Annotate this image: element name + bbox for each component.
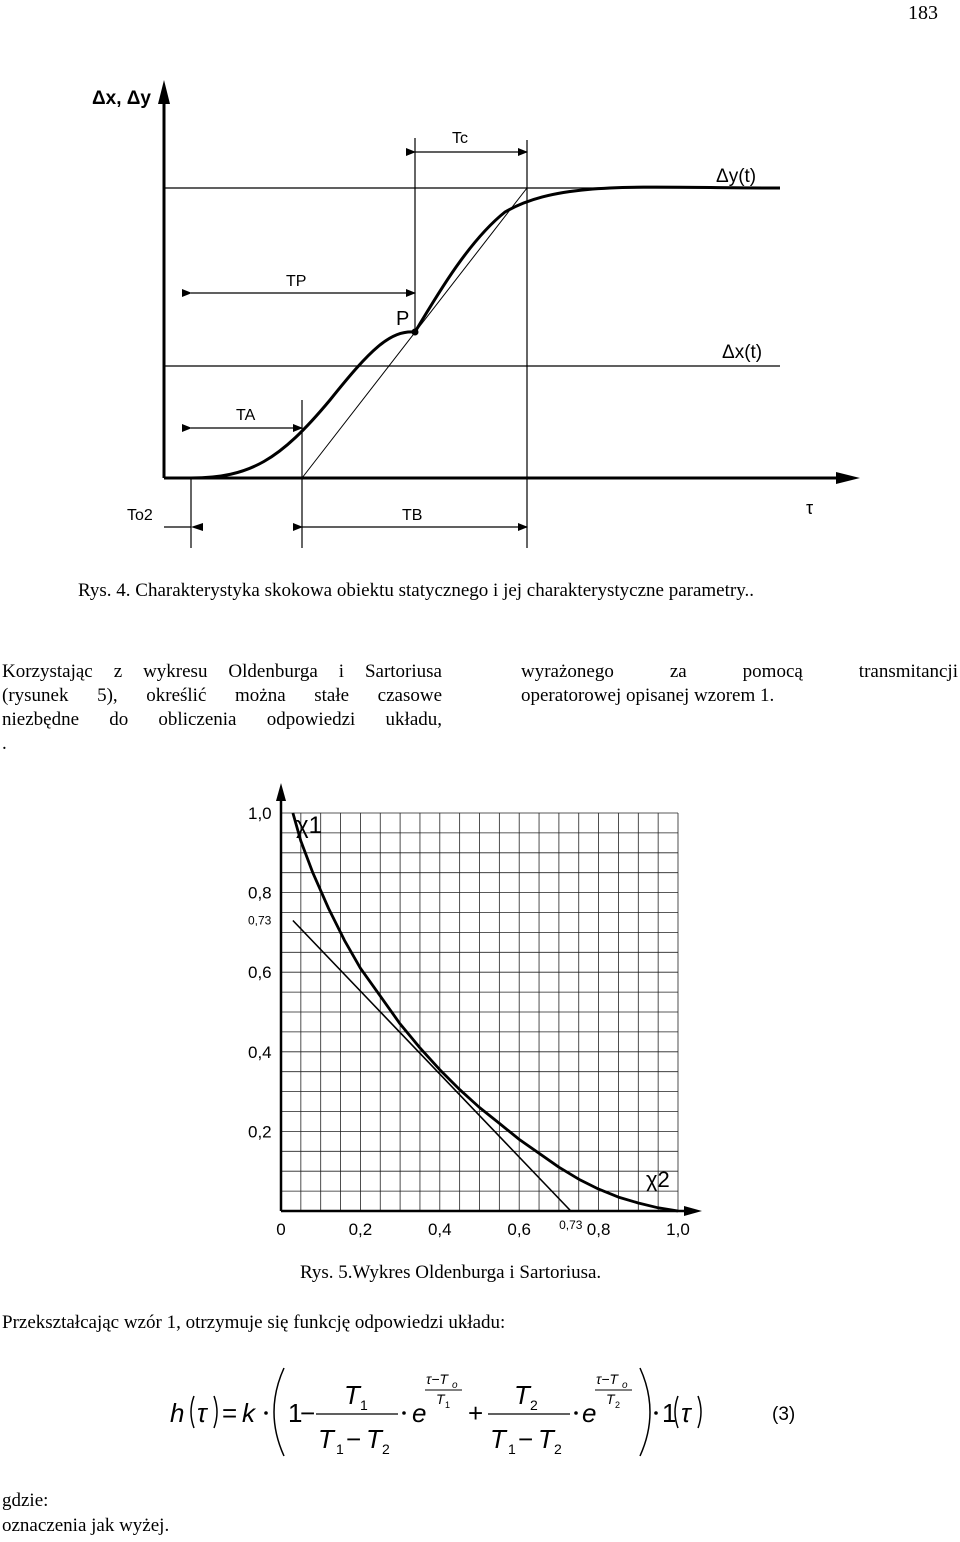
y-axis-label: Δx, Δy bbox=[92, 88, 152, 109]
eq-e1: e bbox=[412, 1398, 427, 1428]
x-tick-label: 0,2 bbox=[348, 1220, 373, 1239]
eq-exp1-den-sub: 1 bbox=[445, 1400, 451, 1410]
eq-exp2-num: τ−T bbox=[596, 1371, 618, 1387]
page-number: 183 bbox=[908, 2, 938, 24]
step-response-curve bbox=[191, 187, 780, 478]
eq-exp2-den-sub: 2 bbox=[615, 1400, 621, 1410]
right-paragraph bbox=[521, 660, 958, 708]
x-axis-arrow bbox=[836, 472, 860, 484]
dim-to2-arrow bbox=[191, 523, 203, 531]
y-tick-label: 0,73 bbox=[248, 913, 272, 928]
gdzie-label: gdzie: bbox=[2, 1490, 49, 1511]
eq-frac2-num-T: T bbox=[514, 1380, 530, 1410]
y-tick-label: 0,6 bbox=[248, 963, 272, 983]
eq-dot-4 bbox=[654, 1411, 658, 1415]
eq-exp1-num-sub: o bbox=[452, 1380, 458, 1391]
figure-4-step-response bbox=[0, 0, 960, 560]
y-axis-arrow bbox=[158, 80, 170, 104]
eq-frac2-den-sub1: 1 bbox=[508, 1441, 516, 1457]
eq-frac2-den-T2: T bbox=[538, 1424, 554, 1454]
y-tick-label: 0,4 bbox=[248, 1042, 272, 1062]
x-tick-label: 0,6 bbox=[507, 1220, 532, 1239]
eq-paren-right-1 bbox=[214, 1396, 217, 1428]
eq-frac1-num-sub: 1 bbox=[360, 1397, 368, 1413]
x-tick-label: 0,73 bbox=[559, 1218, 583, 1232]
left-paragraph-line-4: . bbox=[2, 733, 7, 754]
eq-frac2-num-sub: 2 bbox=[530, 1397, 538, 1413]
eq-one: 1 bbox=[288, 1398, 303, 1428]
eq-h: h bbox=[170, 1398, 185, 1428]
label-ta: TA bbox=[236, 407, 256, 424]
label-p: P bbox=[396, 308, 410, 330]
eq-frac1-den-sub1: 1 bbox=[336, 1441, 344, 1457]
eq-frac2-den-sub2: 2 bbox=[554, 1441, 562, 1457]
eq-frac1-den-T2: T bbox=[366, 1424, 382, 1454]
eq-big-paren-right bbox=[640, 1368, 650, 1456]
left-paragraph-line-2: (rysunek 5), określić można stałe czasowe bbox=[2, 685, 442, 706]
eq-e2: e bbox=[582, 1398, 597, 1428]
y-tick-label: 1,0 bbox=[248, 804, 272, 823]
chi1-label: χ1 bbox=[296, 812, 322, 839]
eq-paren-left-1 bbox=[191, 1396, 194, 1428]
eq-exp1-num: τ−T bbox=[426, 1371, 448, 1387]
eq-frac1-num-T: T bbox=[344, 1380, 360, 1410]
x-tick-label: 0,8 bbox=[586, 1220, 611, 1239]
eq-minus-1: − bbox=[300, 1398, 316, 1428]
eq-frac1-den-sub2: 2 bbox=[382, 1441, 390, 1457]
label-dy: Δy(t) bbox=[716, 166, 757, 187]
eq-dot-3 bbox=[574, 1411, 578, 1415]
y-tick-label: 0,8 bbox=[248, 883, 272, 903]
eq-frac1-den-minus: − bbox=[346, 1424, 362, 1454]
equation-3 bbox=[160, 1360, 840, 1470]
eq-exp1-den-T: T bbox=[436, 1391, 445, 1407]
figure-4-caption: Rys. 4. Charakterystyka skokowa obiektu statycznego i jej charakterystyczne parametry.. bbox=[78, 580, 754, 601]
eq-step-one: 1 bbox=[662, 1398, 677, 1428]
eq-number: (3) bbox=[772, 1404, 796, 1425]
eq-frac2-den-T1: T bbox=[490, 1424, 506, 1454]
left-paragraph-line-3: niezbędne do obliczenia odpowiedzi układu, bbox=[2, 709, 442, 730]
figure-5-oldenburg-chart bbox=[230, 775, 730, 1245]
y-tick-label: 0,2 bbox=[248, 1122, 272, 1142]
eq-step-tau: τ bbox=[681, 1398, 691, 1428]
inflection-point-p bbox=[412, 329, 419, 336]
label-tp: TP bbox=[286, 273, 307, 290]
x-tick-label: 0,4 bbox=[427, 1220, 452, 1239]
paragraph-after: Przekształcając wzór 1, otrzymuje się funkcję odpowiedzi układu: bbox=[2, 1312, 506, 1333]
series-tangent-line bbox=[293, 921, 571, 1212]
label-tb: TB bbox=[402, 507, 423, 524]
left-paragraph-line-1: Korzystając z wykresu Oldenburga i Sartoriusa bbox=[2, 661, 442, 682]
x-axis-label: τ bbox=[806, 498, 814, 518]
left-paragraph bbox=[2, 660, 442, 756]
label-to2: To2 bbox=[127, 507, 153, 524]
right-paragraph-line-1: wyrażonego za pomocą transmitancji bbox=[521, 661, 958, 682]
oznaczenia-text: oznaczenia jak wyżej. bbox=[2, 1515, 170, 1536]
eq-paren-right-2 bbox=[698, 1396, 701, 1428]
eq-dot-2 bbox=[402, 1411, 406, 1415]
eq-big-paren-left bbox=[274, 1368, 284, 1456]
eq-k: k bbox=[242, 1398, 255, 1428]
eq-frac2-den-minus: − bbox=[518, 1424, 534, 1454]
x-axis-arrow bbox=[684, 1206, 702, 1216]
y-axis-arrow bbox=[276, 783, 286, 801]
label-dx: Δx(t) bbox=[722, 342, 763, 363]
eq-tau: τ bbox=[197, 1398, 207, 1428]
figure-5-caption: Rys. 5.Wykres Oldenburga i Sartoriusa. bbox=[300, 1262, 602, 1283]
eq-exp2-den-T: T bbox=[606, 1391, 615, 1407]
x-tick-label: 0 bbox=[276, 1220, 286, 1239]
eq-plus: + bbox=[468, 1398, 484, 1428]
chi2-label: χ2 bbox=[646, 1167, 670, 1192]
eq-equals: = bbox=[222, 1398, 238, 1428]
label-tc: Tc bbox=[452, 130, 468, 147]
eq-frac1-den-T1: T bbox=[318, 1424, 334, 1454]
eq-exp2-num-sub: o bbox=[622, 1380, 628, 1391]
eq-dot-1 bbox=[264, 1411, 268, 1415]
right-paragraph-line-2: operatorowej opisanej wzorem 1. bbox=[521, 685, 775, 706]
x-tick-label: 1,0 bbox=[666, 1220, 690, 1239]
